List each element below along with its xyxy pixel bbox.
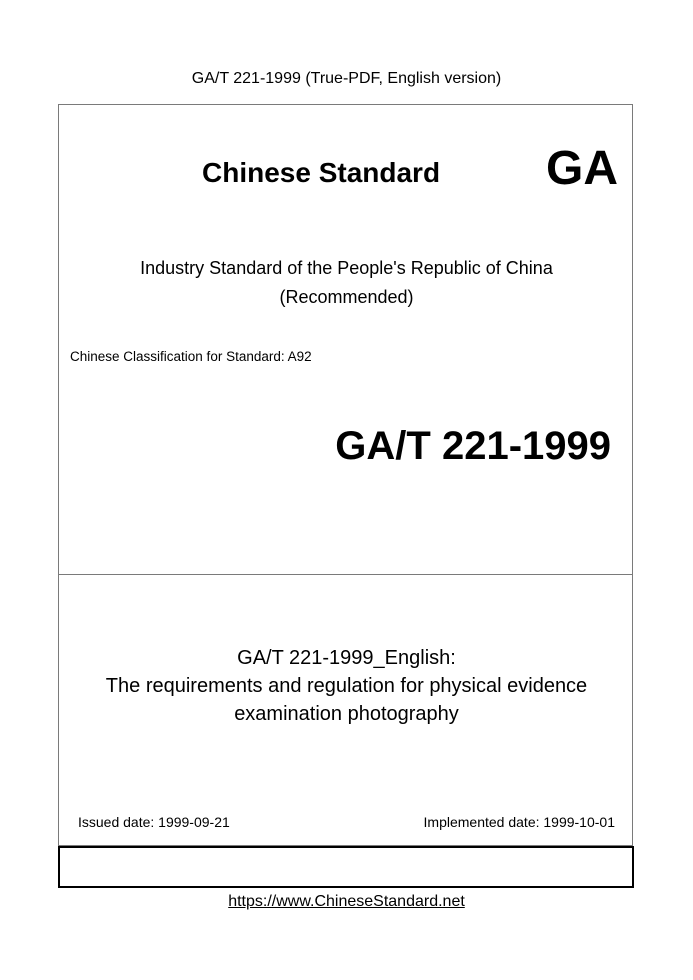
- standard-mark: GA: [546, 142, 618, 195]
- implemented-date: Implemented date: 1999-10-01: [423, 814, 615, 830]
- recommended-line: (Recommended): [279, 287, 414, 307]
- footer: [0, 893, 693, 911]
- website-link[interactable]: https://www.ChineseStandard.net: [228, 893, 465, 910]
- standard-title: Chinese Standard: [202, 157, 441, 188]
- classification-text: Chinese Classification for Standard: A92: [70, 349, 312, 364]
- standard-number: GA/T 221-1999: [335, 424, 611, 468]
- issued-date: Issued date: 1999-09-21: [78, 814, 230, 830]
- english-title-line-2: The requirements and regulation for physical evidence: [105, 675, 588, 697]
- english-title-line-3: examination photography: [234, 703, 459, 725]
- cover-frame-bottom: [58, 846, 634, 888]
- english-title-line-1: GA/T 221-1999_English:: [237, 647, 456, 669]
- industry-standard-line: Industry Standard of the People's Republic of China: [140, 258, 553, 278]
- document-header: GA/T 221-1999 (True-PDF, English version): [191, 70, 502, 87]
